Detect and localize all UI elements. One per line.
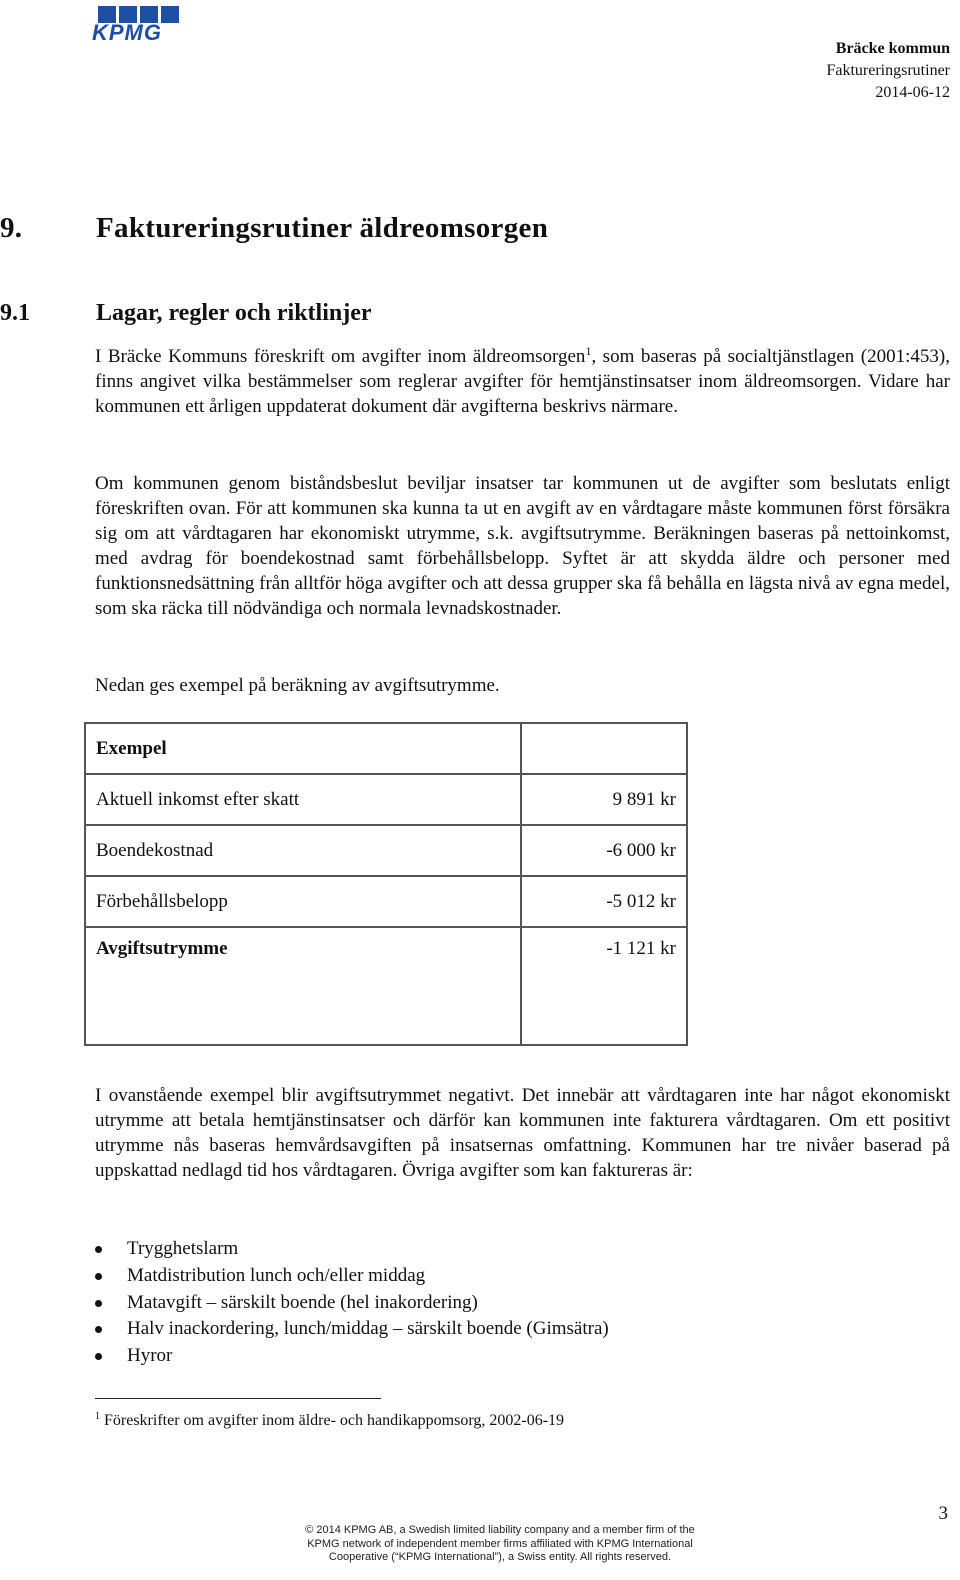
row-label: Boendekostnad <box>85 825 521 876</box>
row-label: Aktuell inkomst efter skatt <box>85 774 521 825</box>
footer-line: Cooperative (“KPMG International”), a Swiss entity. All rights reserved. <box>328 1551 672 1563</box>
chapter-title: Faktureringsrutiner äldreomsorgen <box>96 212 549 244</box>
list-item-label: Matavgift – särskilt boende (hel inakordering) <box>127 1291 478 1313</box>
footnote-text: Föreskrifter om avgifter inom äldre- och handikappomsorg, 2002-06-19 <box>104 1412 565 1429</box>
row-value: -6 000 kr <box>521 825 687 876</box>
table-row <box>85 825 687 876</box>
bullet-icon <box>95 1273 102 1280</box>
paragraph-intro-end: , som baseras på socialtjänstlagen (2001:453), finns angivet vilka bestämmelser som reglerar avgifter för hemtjänstinsatser inom äldreomsorgen. Vidare har kommunen ett årligen uppdaterat dokument där avgifterna beskrivs närmare. <box>95 346 950 417</box>
list-item <box>95 1316 609 1343</box>
list-item-label: Halv inackordering, lunch/middag – särskilt boende (Gimsätra) <box>127 1318 609 1340</box>
bullet-icon <box>95 1326 102 1333</box>
section-number: 9.1 <box>0 300 30 326</box>
table-row <box>85 774 687 825</box>
paragraph-example-intro: Nedan ges exempel på beräkning av avgiftsutrymme. <box>95 675 500 696</box>
table-header-empty-cell <box>521 723 687 774</box>
table-row <box>85 876 687 927</box>
chapter-number: 9. <box>0 212 23 244</box>
footnote <box>95 1410 564 1432</box>
section-heading <box>0 300 372 327</box>
kpmg-logo <box>92 6 184 42</box>
bullet-icon <box>95 1300 102 1307</box>
bullet-icon <box>95 1353 102 1360</box>
footnote-ref: 1 <box>585 344 592 358</box>
header-date: 2014-06-12 <box>875 84 950 101</box>
section-title: Lagar, regler och riktlinjer <box>96 300 372 326</box>
header-doc-title: Faktureringsrutiner <box>826 62 950 79</box>
row-label: Avgiftsutrymme <box>85 927 521 1045</box>
footnote-mark: 1 <box>95 1411 100 1422</box>
example-table <box>84 722 688 1046</box>
bullet-icon <box>95 1246 102 1253</box>
logo-wordmark: KPMG <box>92 20 162 42</box>
table-header-row <box>85 723 687 774</box>
chapter-heading <box>0 212 548 245</box>
footer-line: KPMG network of independent member firms affiliated with KPMG International <box>307 1537 693 1550</box>
list-item <box>95 1290 609 1317</box>
page-number: 3 <box>938 1503 948 1524</box>
row-label: Förbehållsbelopp <box>85 876 521 927</box>
table-header: Exempel <box>85 723 521 774</box>
list-item <box>95 1236 609 1263</box>
paragraph-intro <box>95 344 950 419</box>
list-item-label: Hyror <box>127 1345 173 1367</box>
table-row-total <box>85 927 687 1045</box>
fee-list <box>95 1236 609 1370</box>
list-item <box>95 1343 609 1370</box>
list-item-label: Matdistribution lunch och/eller middag <box>127 1264 426 1286</box>
paragraph-fee-rules: Om kommunen genom biståndsbeslut beviljar insatser tar kommunen ut de avgifter som beslutats enligt föreskriften ovan. För att kommunen ska kunna ta ut en avgift av en vårdtagare måste kommunen först försäkra sig om att vårdtagaren har ekonomiskt utrymme, s.k. avgiftsutrymme. Beräkningen baseras på nettoinkomst, med avdrag för boendekostnad samt förbehållsbelopp. Syftet är att skydda äldre och personer med funktionsnedsättning från alltför höga avgifter och att dessa grupper ska få behålla en lägsta nivå av egna medel, som ska räcka till nödvändiga och normala levnadskostnader. <box>95 473 950 619</box>
paragraph-conclusion: I ovanstående exempel blir avgiftsutrymmet negativt. Det innebär att vårdtagaren inte har något ekonomiskt utrymme att betala hemtjänstinsatser och därför kan kommunen inte fakturera vårdtagaren. Om ett positivt utrymme nås baseras hemvårdsavgiften på insatsernas omfattning. Kommunen har tre nivåer baserad på uppskattad nedlagd tid hos vårdtagaren. Övriga avgifter som kan faktureras är: <box>95 1085 950 1181</box>
row-value: -1 121 kr <box>521 927 687 1045</box>
footnote-divider <box>95 1398 381 1399</box>
paragraph-intro-start: I Bräcke Kommuns föreskrift om avgifter inom äldreomsorgen <box>95 346 586 367</box>
list-item-label: Trygghetslarm <box>127 1238 239 1259</box>
row-value: -5 012 kr <box>521 876 687 927</box>
copyright-footer <box>280 1524 720 1565</box>
header-company: Bräcke kommun <box>835 40 950 57</box>
footer-line: © 2014 KPMG AB, a Swedish limited liability company and a member firm of the <box>305 1524 695 1536</box>
row-value: 9 891 kr <box>521 774 687 825</box>
running-header <box>826 38 950 104</box>
list-item <box>95 1263 609 1290</box>
